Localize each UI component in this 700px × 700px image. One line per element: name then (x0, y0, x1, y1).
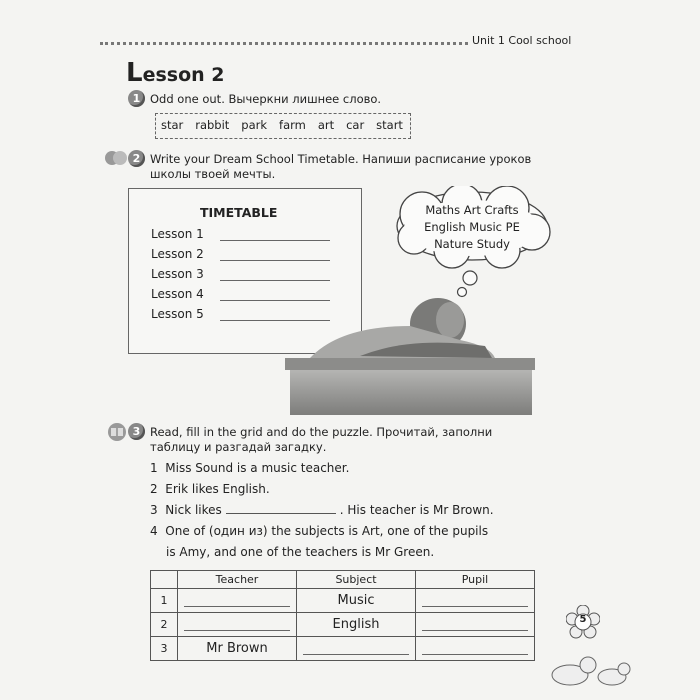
sentence-number: 1 (150, 461, 158, 475)
exercise-2-instruction-1: Write your Dream School Timetable. Напиши расписание уроков (150, 152, 532, 166)
table-row (151, 589, 535, 613)
timetable-answer-line[interactable] (220, 260, 330, 261)
grid-cell-pupil[interactable] (416, 589, 535, 613)
grid-cell-pupil[interactable] (416, 637, 535, 661)
grid-row-number: 2 (151, 613, 178, 637)
sentence-4 (150, 523, 488, 539)
odd-word[interactable]: car (346, 118, 365, 132)
desk-front (290, 370, 532, 415)
grid-cell-teacher[interactable] (178, 589, 297, 613)
exercise-2-number: 2 (128, 150, 145, 167)
timetable-row-label: Lesson 4 (151, 287, 204, 301)
thought-cloud-text (405, 202, 539, 253)
grid-header-teacher: Teacher (178, 571, 297, 589)
page-number: 5 (579, 614, 587, 625)
odd-word[interactable]: star (160, 118, 184, 132)
sentence-3-blank[interactable] (226, 513, 336, 514)
sentence-text: Nick likes (165, 503, 222, 517)
sleeping-boy-illustration (300, 296, 500, 366)
odd-word[interactable]: farm (279, 118, 306, 132)
sentence-text: . His teacher is Mr Brown. (339, 503, 494, 517)
unit-title: Unit 1 Cool school (472, 34, 572, 47)
timetable-title: TIMETABLE (200, 205, 278, 220)
odd-one-out-words (155, 113, 409, 137)
lesson-title-rest: esson 2 (142, 64, 225, 86)
desk-top (285, 358, 535, 370)
exercise-3-number: 3 (128, 423, 145, 440)
sentence-number: 4 (150, 524, 158, 538)
animals-decoration-icon (540, 645, 640, 690)
grid-corner (151, 571, 178, 589)
timetable-answer-line[interactable] (220, 240, 330, 241)
sentence-2 (150, 481, 270, 497)
grid-header-pupil: Pupil (416, 571, 535, 589)
grid-header-subject: Subject (297, 571, 416, 589)
timetable-row-label: Lesson 1 (151, 227, 204, 241)
puzzle-grid (150, 570, 535, 661)
sentence-text: is Amy, and one of the teachers is Mr Green. (166, 545, 435, 559)
grid-row-number: 3 (151, 637, 178, 661)
exercise-1-instruction: Odd one out. Вычеркни лишнее слово. (150, 92, 382, 106)
sentence-text: Miss Sound is a music teacher. (165, 461, 350, 475)
cloud-subjects-line: English Music PE (424, 220, 520, 234)
grid-cell-subject[interactable] (297, 637, 416, 661)
grid-cell-teacher[interactable] (178, 613, 297, 637)
exercise-2-instruction-2: школы твоей мечты. (150, 167, 276, 181)
sentence-number: 3 (150, 503, 158, 517)
lesson-title (126, 58, 225, 88)
sentence-3 (150, 502, 494, 518)
table-row (151, 613, 535, 637)
pair-work-icon (104, 148, 130, 168)
timetable-answer-line[interactable] (220, 280, 330, 281)
odd-word[interactable]: park (241, 118, 268, 132)
sentence-4-cont (166, 544, 434, 560)
odd-word[interactable]: rabbit (195, 118, 230, 132)
sentence-text: One of (один из) the subjects is Art, one of the pupils (165, 524, 489, 538)
timetable-row-label: Lesson 3 (151, 267, 204, 281)
sentence-number: 2 (150, 482, 158, 496)
lesson-title-initial: L (126, 58, 143, 88)
grid-cell-teacher[interactable]: Mr Brown (178, 637, 297, 661)
cloud-subjects-line: Nature Study (434, 237, 510, 251)
exercise-3-instruction-2: таблицу и разгадай загадку. (150, 440, 327, 454)
timetable-row-label: Lesson 5 (151, 307, 204, 321)
grid-header-row (151, 571, 535, 589)
sentence-1 (150, 460, 349, 476)
grid-row-number: 1 (151, 589, 178, 613)
exercise-3-instruction-1: Read, fill in the grid and do the puzzle. Прочитай, заполни (150, 425, 493, 439)
reading-icon (104, 422, 130, 442)
timetable-row-label: Lesson 2 (151, 247, 204, 261)
grid-cell-subject[interactable]: Music (297, 589, 416, 613)
cloud-subjects-line: Maths Art Crafts (425, 203, 519, 217)
header-dotted-rule (100, 42, 468, 45)
grid-cell-subject[interactable]: English (297, 613, 416, 637)
odd-word[interactable]: art (317, 118, 335, 132)
grid-cell-pupil[interactable] (416, 613, 535, 637)
sentence-text: Erik likes English. (165, 482, 270, 496)
odd-word[interactable]: start (376, 118, 403, 132)
exercise-1-number: 1 (128, 90, 145, 107)
table-row (151, 637, 535, 661)
